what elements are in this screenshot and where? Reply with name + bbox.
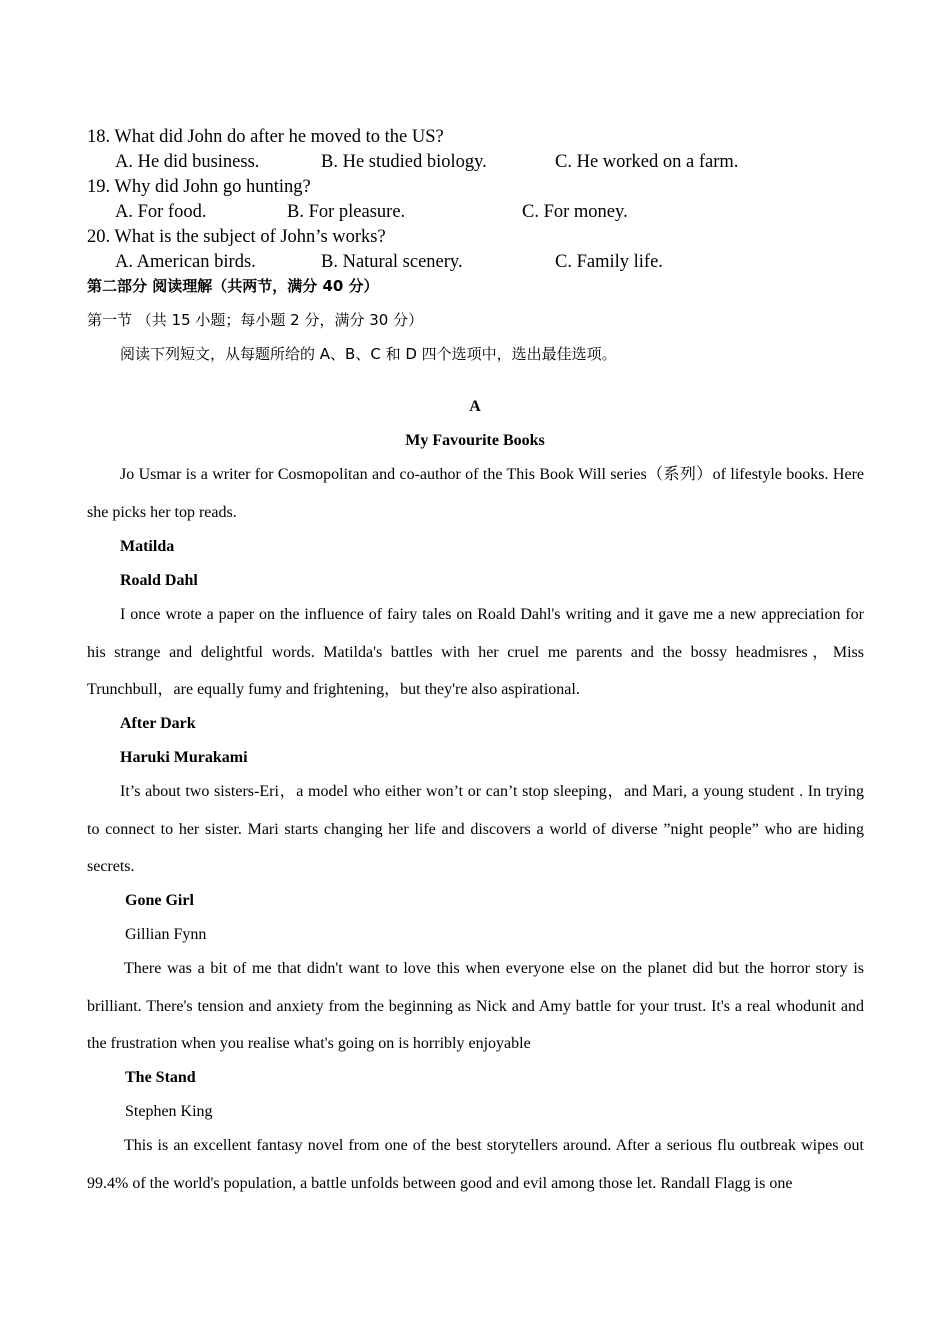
passage-intro: Jo Usmar is a writer for Cosmopolitan and co-author of the This Book Will series（系列）of lifestyle books. Here she picks her top reads. xyxy=(87,466,864,521)
passage-title: My Favourite Books xyxy=(405,432,545,449)
book-author: Gillian Fynn xyxy=(125,926,207,943)
book-review: It’s about two sisters-Eri，a model who either won’t or can’t stop sleeping，and Mari, a young student . In trying to connect to her sister. Mari starts changing her life and discovers a world of diverse ”night people” who are hiding secrets. xyxy=(87,783,864,875)
question-20-option-b: B. Natural scenery. xyxy=(321,252,463,272)
book-author: Roald Dahl xyxy=(120,572,198,589)
question-20-option-c: C. Family life. xyxy=(555,252,663,272)
book-review: There was a bit of me that didn't want to love this when everyone else on the planet did but the horror story is brilliant. There's tension and anxiety from the beginning as Nick and Amy battle for your trust. It's a real whodunit and the frustration when you realise what's going on is horribly enjoyable xyxy=(87,960,864,1052)
section-subheading: 第一节 （共 15 小题；每小题 2 分，满分 30 分） xyxy=(87,311,424,329)
question-18-option-a: A. He did business. xyxy=(115,152,260,172)
question-18-option-b: B. He studied biology. xyxy=(321,152,487,172)
book-author: Stephen King xyxy=(125,1103,213,1120)
book-author: Haruki Murakami xyxy=(120,749,248,766)
question-19-option-a: A. For food. xyxy=(115,202,207,222)
book-title: After Dark xyxy=(120,715,196,732)
question-20: 20. What is the subject of John’s works? xyxy=(87,227,386,247)
question-18: 18. What did John do after he moved to the US? xyxy=(87,127,444,147)
book-review: This is an excellent fantasy novel from one of the best storytellers around. After a serious flu outbreak wipes out 99.4% of the world's population, a battle unfolds between good and evil among those let. Randall Flagg is one xyxy=(87,1137,864,1192)
question-19-option-b: B. For pleasure. xyxy=(287,202,406,222)
book-title: Matilda xyxy=(120,538,175,555)
book-review: I once wrote a paper on the influence of fairy tales on Roald Dahl's writing and it gave me a new appreciation for his strange and delightful words. Matilda's battles with her cruel me parents and the bossy headmisres，Miss Trunchbull，are equally fumy and frightening，but they're also aspirational. xyxy=(87,606,864,698)
section-heading: 第二部分 阅读理解（共两节，满分 40 分） xyxy=(87,277,379,295)
question-19: 19. Why did John go hunting? xyxy=(87,177,311,197)
question-20-option-a: A. American birds. xyxy=(115,252,256,272)
passage-letter: A xyxy=(469,398,481,415)
section-instruction: 阅读下列短文，从每题所给的 A、B、C 和 D 四个选项中，选出最佳选项。 xyxy=(120,345,617,363)
question-19-option-c: C. For money. xyxy=(522,202,628,222)
book-title: The Stand xyxy=(125,1069,196,1086)
question-18-option-c: C. He worked on a farm. xyxy=(555,152,739,172)
book-title: Gone Girl xyxy=(125,892,194,909)
